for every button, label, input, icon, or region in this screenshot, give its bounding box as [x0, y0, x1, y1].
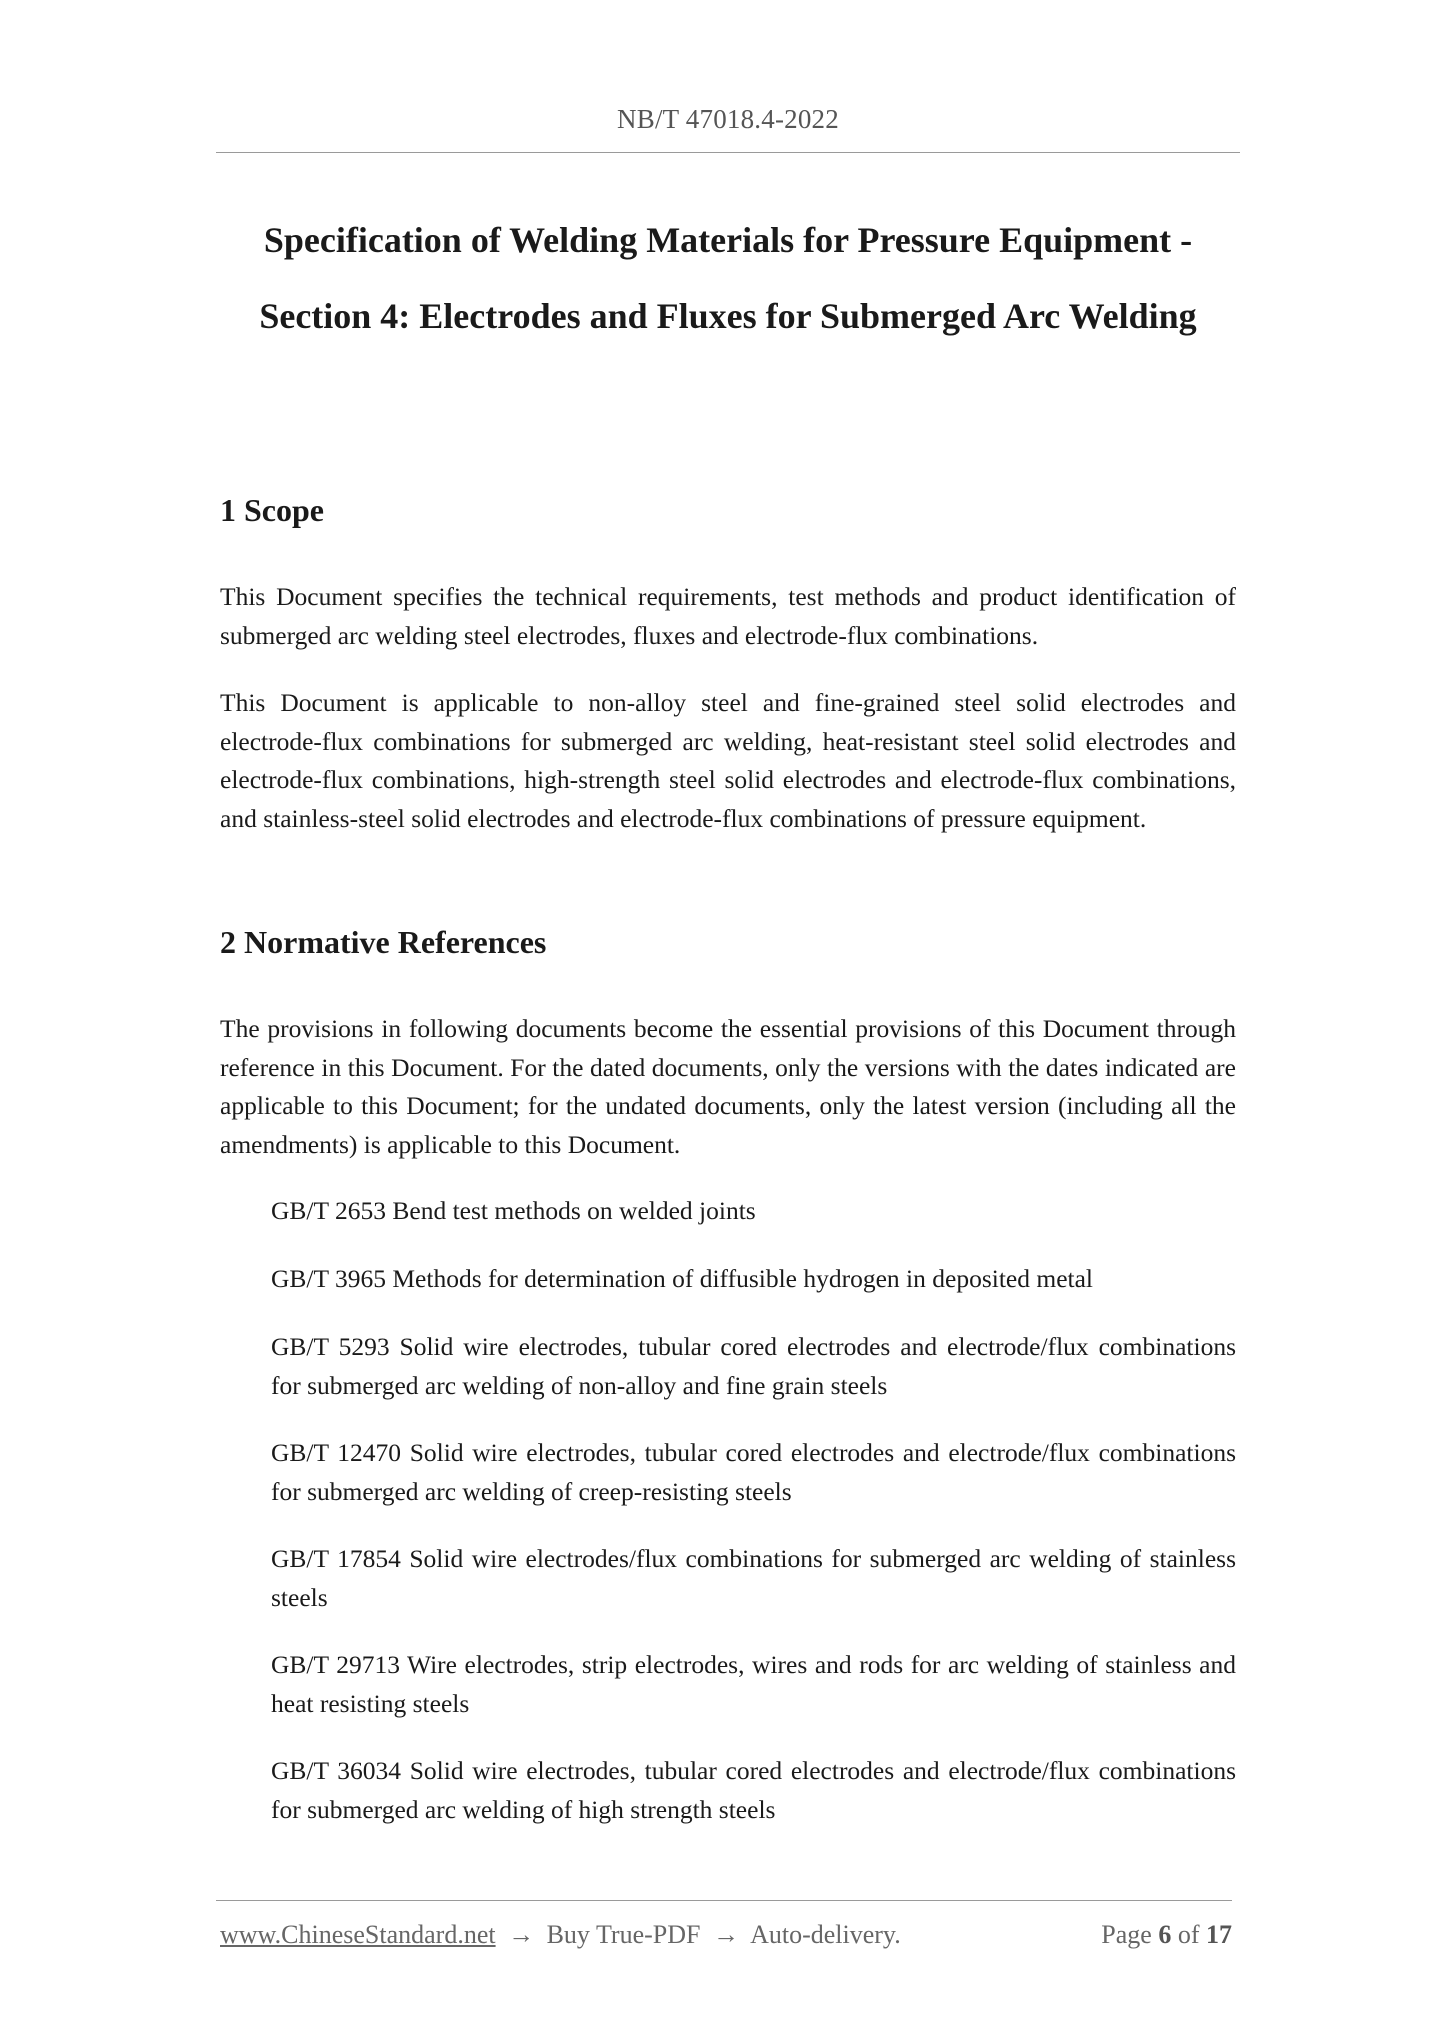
- page-of-label: of: [1177, 1920, 1200, 1949]
- reference-item: GB/T 36034 Solid wire electrodes, tubular cored electrodes and electrode/flux combinations for submerged arc welding of high strength steels: [271, 1756, 1236, 1824]
- document-title-line-2: Section 4: Electrodes and Fluxes for Submerged Arc Welding: [259, 296, 1197, 336]
- document-title-line-1: Specification of Welding Materials for Pressure Equipment -: [263, 220, 1193, 260]
- reference-item: GB/T 3965 Methods for determination of diffusible hydrogen in deposited metal: [271, 1264, 1094, 1293]
- footer-divider: [216, 1900, 1232, 1901]
- page-footer: [220, 1920, 1232, 1950]
- arrow-right-icon: →: [713, 1920, 739, 1949]
- scope-paragraph-2: This Document is applicable to non-alloy steel and fine-grained steel solid electrodes and electrode-flux combinations for submerged arc welding, heat-resistant steel solid electrodes and electrode-flux combinations, high-strength steel solid electrodes and electrode-flux combinations, and stainless-steel solid electrodes and electrode-flux combinations of pressure equipment.: [220, 688, 1236, 833]
- reference-item: GB/T 2653 Bend test methods on welded joints: [271, 1196, 756, 1225]
- page-number: [1101, 1920, 1232, 1950]
- auto-delivery-text: Auto-delivery.: [750, 1920, 901, 1949]
- reference-item: GB/T 17854 Solid wire electrodes/flux combinations for submerged arc welding of stainless steels: [271, 1544, 1236, 1612]
- reference-item: GB/T 5293 Solid wire electrodes, tubular cored electrodes and electrode/flux combinations for submerged arc welding of non-alloy and fine grain steels: [271, 1332, 1236, 1400]
- scope-paragraph-1: This Document specifies the technical requirements, test methods and product identification of submerged arc welding steel electrodes, fluxes and electrode-flux combinations.: [220, 582, 1236, 650]
- footer-promo: [220, 1920, 901, 1950]
- page-current: 6: [1158, 1920, 1172, 1949]
- website-link[interactable]: www.ChineseStandard.net: [220, 1920, 496, 1949]
- arrow-right-icon: →: [508, 1920, 535, 1949]
- running-header: NB/T 47018.4-2022: [617, 104, 839, 134]
- references-intro-paragraph: The provisions in following documents become the essential provisions of this Document through reference in this Document. For the dated documents, only the versions with the dates indicated are applicable to this Document; for the undated documents, only the latest version (including all the amendments) is applicable to this Document.: [220, 1014, 1236, 1159]
- header-divider: [216, 152, 1240, 153]
- page-label: Page: [1101, 1920, 1152, 1949]
- section-heading-scope: 1 Scope: [220, 492, 324, 528]
- buy-pdf-text: Buy True-PDF: [546, 1920, 701, 1949]
- reference-item: GB/T 12470 Solid wire electrodes, tubular cored electrodes and electrode/flux combinations for submerged arc welding of creep-resisting steels: [271, 1438, 1236, 1506]
- reference-item: GB/T 29713 Wire electrodes, strip electrodes, wires and rods for arc welding of stainless and heat resisting steels: [271, 1650, 1236, 1718]
- section-heading-normative-references: 2 Normative References: [220, 924, 547, 960]
- page-total: 17: [1206, 1920, 1232, 1949]
